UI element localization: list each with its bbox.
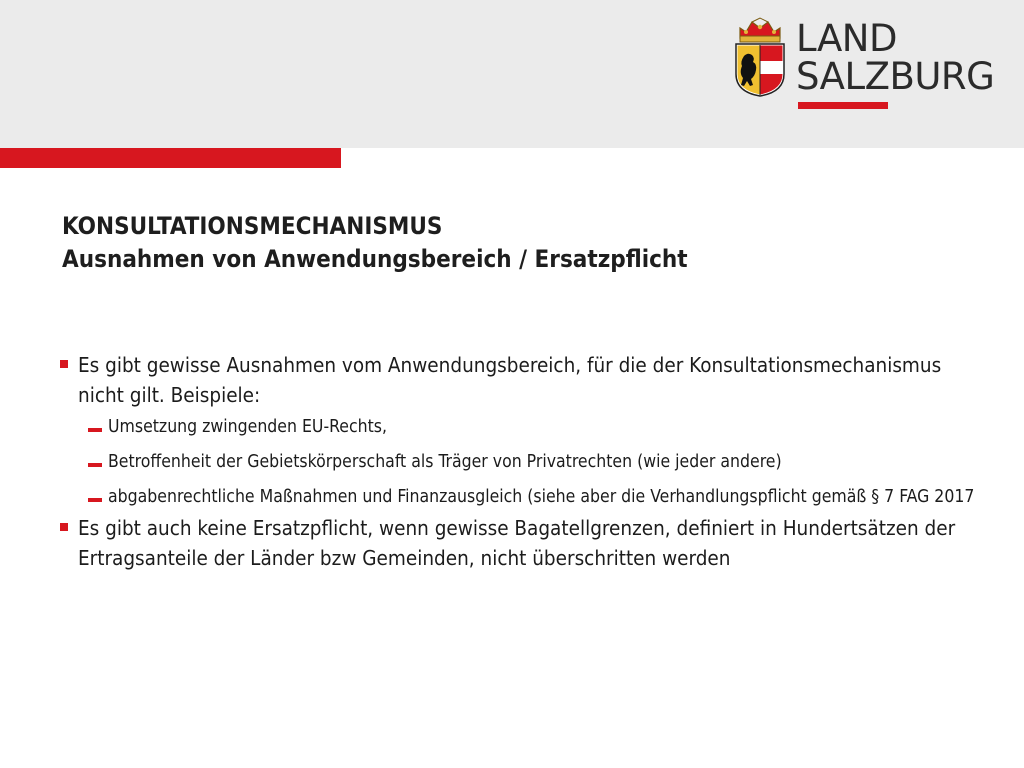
land-salzburg-logo [732, 16, 1002, 116]
bullet-text: Es gibt gewisse Ausnahmen vom Anwendungsbereich, für die der Konsultationsmechanismus nicht gilt. Beispiele: [78, 353, 942, 407]
accent-bar [0, 148, 341, 168]
coat-of-arms-icon [732, 16, 788, 98]
slide-title: KONSULTATIONSMECHANISMUS [62, 212, 443, 240]
bullet-item [58, 350, 978, 410]
sub-item [58, 449, 978, 476]
sub-item-text: Betroffenheit der Gebietskörperschaft als Träger von Privatrechten (wie jeder andere) [108, 452, 782, 472]
bullet-text: Es gibt auch keine Ersatzpflicht, wenn gewisse Bagatellgrenzen, definiert in Hundertsätzen der Ertragsanteile der Länder bzw Gemeinden, nicht überschritten werden [78, 516, 956, 570]
logo-wordmark [796, 17, 995, 98]
dash-bullet-icon [88, 428, 102, 432]
bullet-item [58, 513, 978, 573]
logo-underline [798, 102, 888, 109]
sub-item [58, 414, 978, 441]
logo-line-salzburg: SALZBURG [796, 55, 995, 98]
sub-item-text: abgabenrechtliche Maßnahmen und Finanzausgleich (siehe aber die Verhandlungspflicht gemäß § 7 FAG 2017 [108, 487, 975, 507]
dash-bullet-icon [88, 498, 102, 502]
slide-title-block [62, 210, 982, 276]
logo-line-land: LAND [796, 17, 897, 60]
sub-item [58, 484, 978, 511]
dash-bullet-icon [88, 463, 102, 467]
sub-item-text: Umsetzung zwingenden EU-Rechts, [108, 417, 387, 437]
slide-subtitle: Ausnahmen von Anwendungsbereich / Ersatzpflicht [62, 245, 688, 273]
slide-content [58, 350, 978, 573]
bullet-square-icon [60, 360, 68, 368]
sub-list [58, 414, 978, 511]
bullet-square-icon [60, 523, 68, 531]
